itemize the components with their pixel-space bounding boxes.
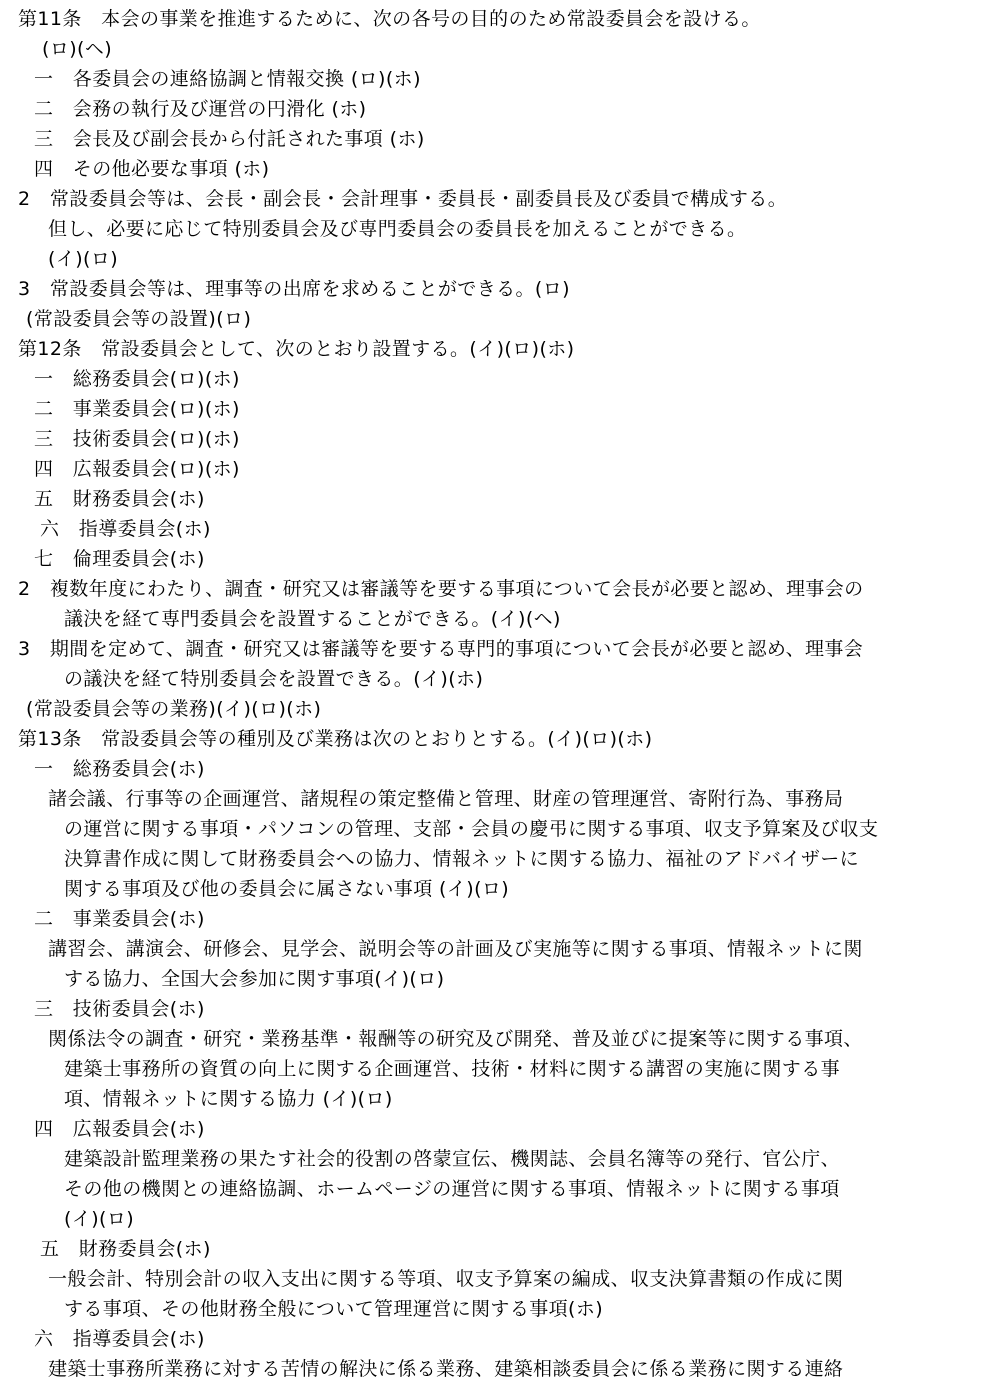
list-item: 三 技術委員会(ホ)	[34, 998, 205, 1020]
list-item: 六 指導委員会(ホ)	[40, 518, 211, 540]
list-item: 二 会務の執行及び運営の円滑化 (ホ)	[34, 98, 367, 120]
description-line: 関する事項及び他の委員会に属さない事項 (イ)(ロ)	[64, 878, 510, 900]
article-12-heading: 第12条 常設委員会として、次のとおり設置する。(イ)(ロ)(ホ)	[18, 338, 575, 360]
section-caption: (常設委員会等の業務)(イ)(ロ)(ホ)	[26, 698, 322, 720]
description-line: 関係法令の調査・研究・業務基準・報酬等の研究及び開発、普及並びに提案等に関する事項、	[48, 1028, 863, 1050]
description-line: (イ)(ロ)	[64, 1208, 135, 1230]
text-line: (ロ)(ヘ)	[42, 38, 113, 60]
paragraph-line: 3 常設委員会等は、理事等の出席を求めることができる。(ロ)	[18, 278, 570, 300]
description-line: 項、情報ネットに関する協力 (イ)(ロ)	[64, 1088, 393, 1110]
paragraph-line: 議決を経て専門委員会を設置することができる。(イ)(ヘ)	[64, 608, 561, 630]
description-line: その他の機関との連絡協調、ホームページの運営に関する事項、情報ネットに関する事項	[64, 1178, 840, 1200]
paragraph-line: 2 常設委員会等は、会長・副会長・会計理事・委員長・副委員長及び委員で構成する。	[18, 188, 788, 210]
description-line: 決算書作成に関して財務委員会への協力、情報ネットに関する協力、福祉のアドバイザーに	[64, 848, 860, 870]
section-caption: (常設委員会等の設置)(ロ)	[26, 308, 252, 330]
list-item: 三 技術委員会(ロ)(ホ)	[34, 428, 240, 450]
description-line: する事項、その他財務全般について管理運営に関する事項(ホ)	[64, 1298, 604, 1320]
list-item: 五 財務委員会(ホ)	[40, 1238, 211, 1260]
list-item: 七 倫理委員会(ホ)	[34, 548, 205, 570]
list-item: 二 事業委員会(ホ)	[34, 908, 205, 930]
list-item: 四 広報委員会(ロ)(ホ)	[34, 458, 240, 480]
article-13-heading: 第13条 常設委員会等の種別及び業務は次のとおりとする。(イ)(ロ)(ホ)	[18, 728, 653, 750]
list-item: 二 事業委員会(ロ)(ホ)	[34, 398, 240, 420]
description-line: の運営に関する事項・パソコンの管理、支部・会員の慶弔に関する事項、収支予算案及び収支	[64, 818, 879, 840]
list-item: 四 広報委員会(ホ)	[34, 1118, 205, 1140]
paragraph-line: 3 期間を定めて、調査・研究又は審議等を要する専門的事項について会長が必要と認め、理事会	[18, 638, 864, 660]
description-line: 建築士事務所業務に対する苦情の解決に係る業務、建築相談委員会に係る業務に関する連絡	[48, 1358, 844, 1380]
paragraph-line: (イ)(ロ)	[48, 248, 119, 270]
description-line: 建築士事務所の資質の向上に関する企画運営、技術・材料に関する講習の実施に関する事	[64, 1058, 841, 1080]
list-item: 三 会長及び副会長から付託された事項 (ホ)	[34, 128, 425, 150]
article-11-heading: 第11条 本会の事業を推進するために、次の各号の目的のため常設委員会を設ける。	[18, 8, 761, 30]
description-line: する協力、全国大会参加に関す事項(イ)(ロ)	[64, 968, 445, 990]
description-line: 講習会、講演会、研修会、見学会、説明会等の計画及び実施等に関する事項、情報ネットに関	[48, 938, 863, 960]
description-line: 諸会議、行事等の企画運営、諸規程の策定整備と管理、財産の管理運営、寄附行為、事務局	[48, 788, 844, 810]
paragraph-line: 但し、必要に応じて特別委員会及び専門委員会の委員長を加えることができる。	[48, 218, 747, 240]
paragraph-line: の議決を経て特別委員会を設置できる。(イ)(ホ)	[64, 668, 484, 690]
list-item: 一 各委員会の連絡協調と情報交換 (ロ)(ホ)	[34, 68, 421, 90]
list-item: 一 総務委員会(ロ)(ホ)	[34, 368, 240, 390]
description-line: 建築設計監理業務の果たす社会的役割の啓蒙宣伝、機関誌、会員名簿等の発行、官公庁、	[64, 1148, 841, 1170]
list-item: 一 総務委員会(ホ)	[34, 758, 205, 780]
list-item: 四 その他必要な事項 (ホ)	[34, 158, 270, 180]
list-item: 六 指導委員会(ホ)	[34, 1328, 205, 1350]
paragraph-line: 2 複数年度にわたり、調査・研究又は審議等を要する事項について会長が必要と認め、理事会の	[18, 578, 864, 600]
description-line: 一般会計、特別会計の収入支出に関する等項、収支予算案の編成、収支決算書類の作成に関	[48, 1268, 844, 1290]
list-item: 五 財務委員会(ホ)	[34, 488, 205, 510]
